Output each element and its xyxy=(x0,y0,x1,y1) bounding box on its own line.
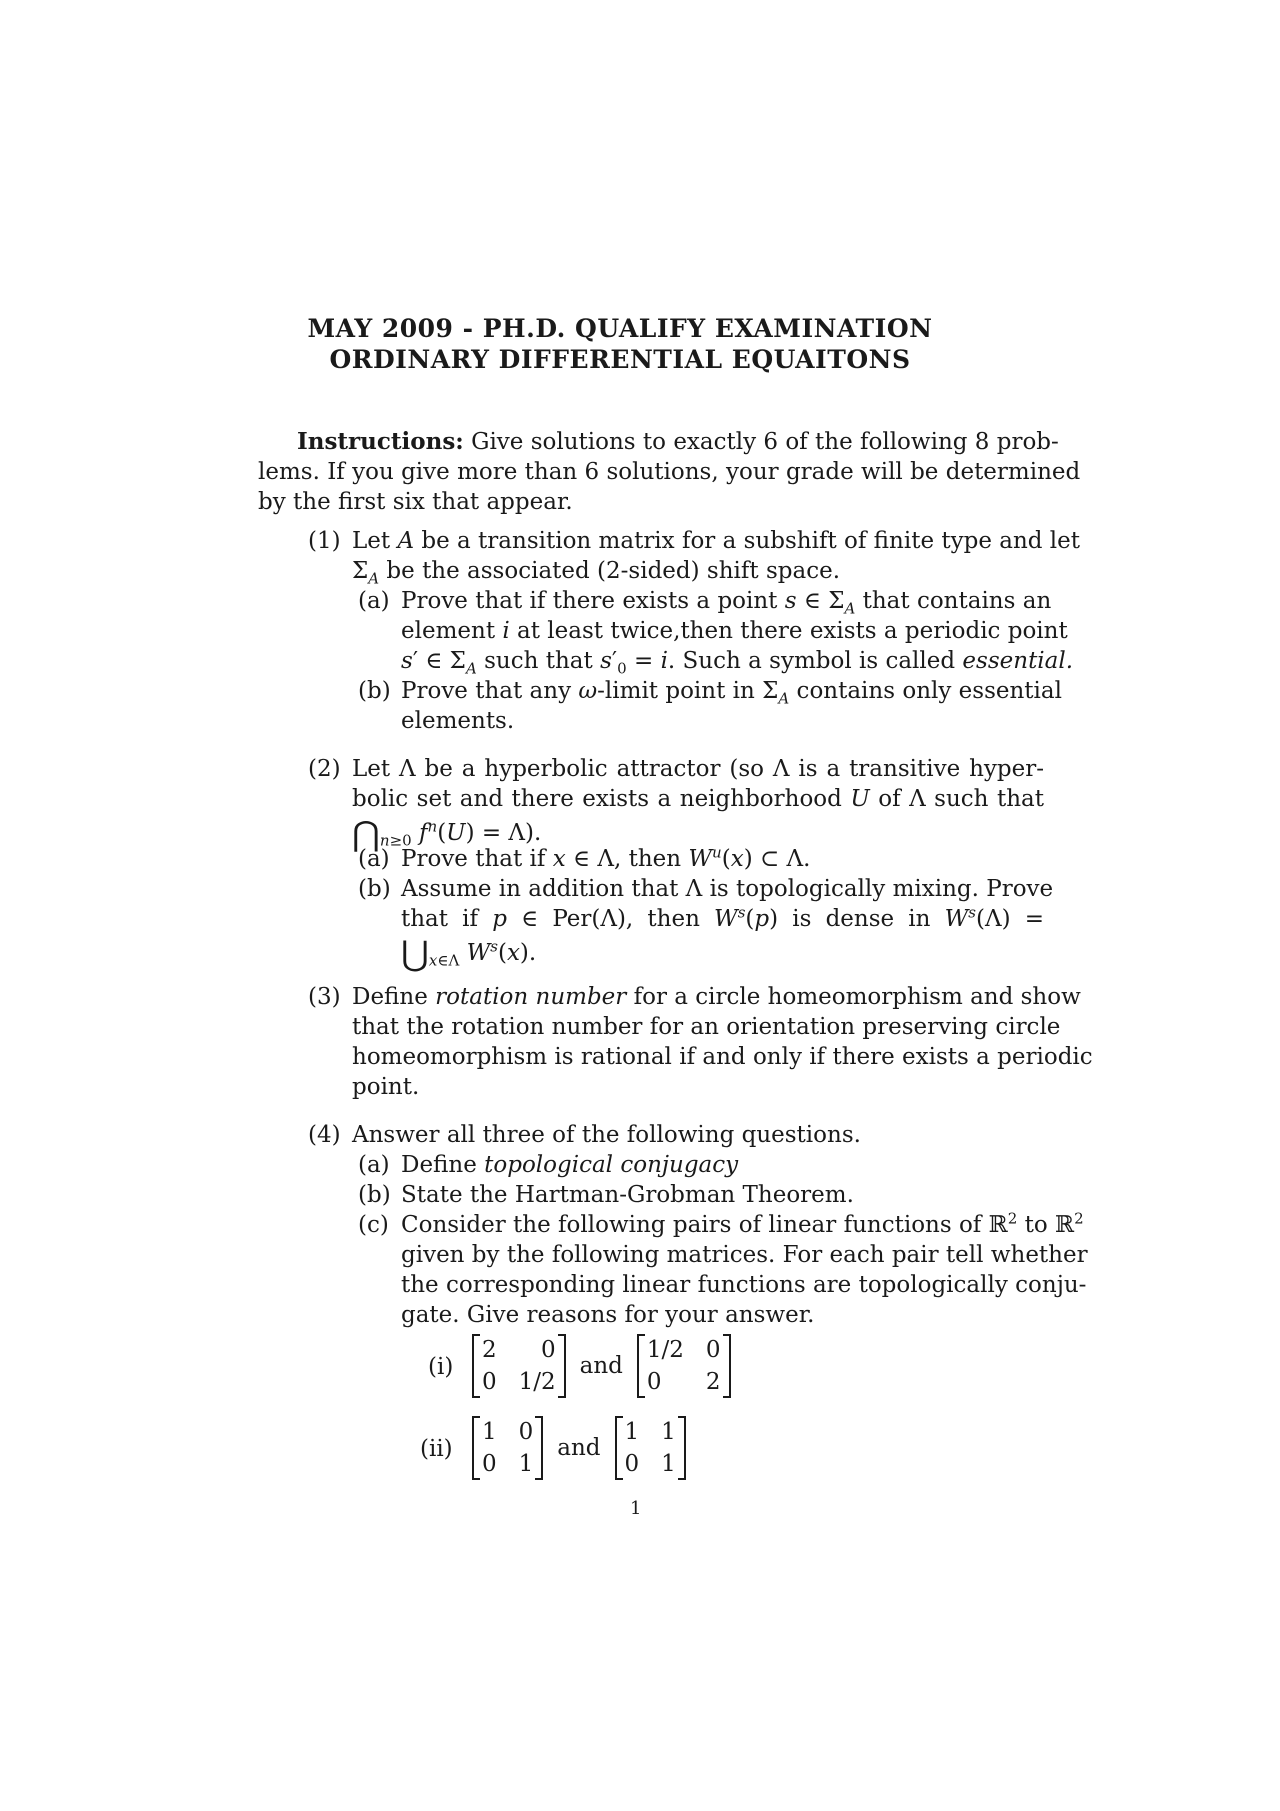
and-text: and xyxy=(557,1435,601,1461)
problem-4c-line-1: Consider the following pairs of linear functions of ℝ$^2$ to ℝ$^2$ xyxy=(401,1209,1084,1238)
problem-4c-ii-number: (ii) xyxy=(420,1436,453,1462)
problem-2b-number: (b) xyxy=(358,876,391,902)
problem-4c-number: (c) xyxy=(358,1212,389,1238)
problem-4b-line-1: State the Hartman-Grobman Theorem. xyxy=(401,1182,854,1208)
problem-4a-line-1: Define topological conjugacy xyxy=(401,1152,739,1178)
problem-2-line-3: $⋂_{n\ge 0}$ $f^n(U) = \Lambda$). xyxy=(352,814,542,854)
problem-2a-number: (a) xyxy=(358,846,390,872)
problem-3-number: (3) xyxy=(308,984,341,1010)
problem-4-number: (4) xyxy=(308,1122,341,1148)
problem-2b-line-1: Assume in addition that Λ is topologically mixing. Prove xyxy=(401,876,1054,902)
problem-1b-line-2: elements. xyxy=(401,708,515,734)
problem-2b-line-2: that if p ∈ Per(Λ), then $W^s(p)$ is dense in $W^s(\Lambda)$ = xyxy=(401,903,1044,932)
problem-4c-i-number: (i) xyxy=(428,1354,454,1380)
problem-3-line-3: homeomorphism is rational if and only if there exists a periodic xyxy=(352,1044,1093,1070)
problem-1b-number: (b) xyxy=(358,678,391,704)
instructions-line-1: Instructions: Give solutions to exactly 6 of the following 8 prob- xyxy=(297,428,1059,455)
problem-3-line-4: point. xyxy=(352,1074,420,1100)
problem-3-line-2: that the rotation number for an orientation preserving circle xyxy=(352,1014,1061,1040)
problem-1a-line-1: Prove that if there exists a point s ∈ $\Sigma_A$ that contains an xyxy=(401,588,1052,618)
problem-2-line-1: Let Λ be a hyperbolic attractor (so Λ is a transitive hyper- xyxy=(352,756,1044,782)
matrix-pair-i xyxy=(472,1334,731,1398)
problem-1a-line-3: s′ ∈ $\Sigma_A$ such that $s'_0 = i$. Such a symbol is called essential. xyxy=(401,648,1074,678)
problem-2a-line-1: Prove that if x ∈ Λ, then $W^u(x)$ ⊂ Λ. xyxy=(401,843,811,872)
exam-subject: ORDINARY DIFFERENTIAL EQUAITONS xyxy=(329,345,911,374)
problem-4c-line-3: the corresponding linear functions are topologically conju- xyxy=(401,1272,1087,1298)
matrix-pair-ii xyxy=(472,1416,686,1480)
problem-1b-line-1: Prove that any ω-limit point in $\Sigma_A$ contains only essential xyxy=(401,678,1062,708)
instructions-line-3: by the first six that appear. xyxy=(258,489,573,515)
problem-4c-line-4: gate. Give reasons for your answer. xyxy=(401,1302,815,1328)
page-number: 1 xyxy=(630,1498,642,1519)
exam-title: MAY 2009 - PH.D. QUALIFY EXAMINATION xyxy=(307,314,933,343)
problem-4b-number: (b) xyxy=(358,1182,391,1208)
problem-4a-number: (a) xyxy=(358,1152,390,1178)
and-text: and xyxy=(579,1353,623,1379)
problem-3-line-1: Define rotation number for a circle homeomorphism and show xyxy=(352,984,1081,1010)
problem-4-line-1: Answer all three of the following questions. xyxy=(352,1122,861,1148)
problem-1-line-1: Let A be a transition matrix for a subshift of finite type and let xyxy=(352,528,1081,554)
instructions-label: Instructions: xyxy=(297,428,464,455)
matrix-i-right: 1/2 0 0 2 xyxy=(637,1334,731,1398)
problem-1a-line-2: element i at least twice,then there exists a periodic point xyxy=(401,618,1068,644)
problem-2-line-2: bolic set and there exists a neighborhood U of Λ such that xyxy=(352,786,1044,812)
problem-2-number: (2) xyxy=(308,756,341,782)
problem-1-number: (1) xyxy=(308,528,341,554)
problem-2b-line-3: $⋃_{x\in\Lambda}$ $W^s(x)$. xyxy=(401,934,537,974)
instructions-line-2: lems. If you give more than 6 solutions, your grade will be determined xyxy=(258,459,1081,485)
matrix-i-left: 2 0 0 1/2 xyxy=(472,1334,566,1398)
matrix-ii-right: 1 1 0 1 xyxy=(615,1416,686,1480)
problem-1-line-2: $\Sigma_A$ be the associated (2-sided) shift space. xyxy=(352,558,841,588)
matrix-ii-left: 1 0 0 1 xyxy=(472,1416,543,1480)
problem-4c-line-2: given by the following matrices. For each pair tell whether xyxy=(401,1242,1088,1268)
problem-1a-number: (a) xyxy=(358,588,390,614)
